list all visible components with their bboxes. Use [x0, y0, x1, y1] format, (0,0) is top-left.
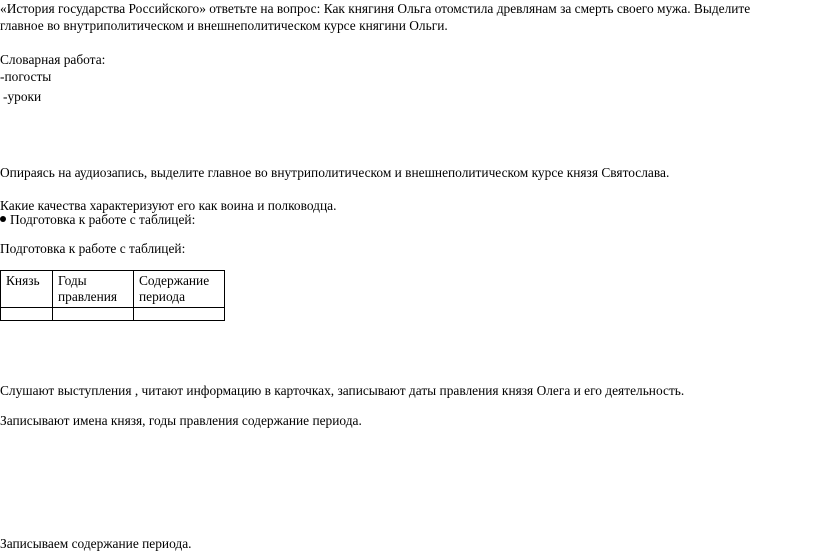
bullet-icon	[0, 216, 6, 222]
paragraph-listen: Слушают выступления , читают информацию в карточках, записывают даты правления князя Олега и его деятельность.	[0, 383, 685, 398]
paragraph-olga-line-2: главное во внутриполитическом и внешнеполитическом курсе княгини Ольги.	[0, 18, 448, 33]
paragraph-record-names: Записывают имена князя, годы правления содержание периода.	[0, 413, 362, 428]
table-header-row	[1, 271, 225, 308]
table-header-prince: Князь	[1, 271, 53, 308]
paragraph-olga-line-1: «История государства Российского» ответьте на вопрос: Как княгиня Ольга отомстила древлянам за смерть своего мужа. Выделите	[0, 1, 751, 16]
vocabulary-heading: Словарная работа:	[0, 52, 106, 67]
bullet-item-text: Подготовка к работе с таблицей:	[10, 212, 196, 227]
table-header-years: Годы правления	[53, 271, 134, 308]
table-header-content: Содержание периода	[134, 271, 225, 308]
vocabulary-item-uroki: -уроки	[3, 89, 42, 104]
paragraph-record-content: Записываем содержание периода.	[0, 536, 192, 551]
paragraph-qualities: Какие качества характеризуют его как воина и полководца.	[0, 198, 337, 213]
paragraph-svyatoslav: Опираясь на аудиозапись, выделите главное во внутриполитическом и внешнеполитическом курсе князя Святослава.	[0, 165, 670, 180]
table-cell-empty[interactable]	[53, 308, 134, 321]
paragraph-table-prep: Подготовка к работе с таблицей:	[0, 241, 186, 256]
princes-table	[0, 270, 225, 321]
table-cell-empty[interactable]	[1, 308, 53, 321]
table-row	[1, 308, 225, 321]
vocabulary-item-pogosty: -погосты	[0, 69, 52, 84]
bullet-list-item	[0, 211, 195, 228]
table-cell-empty[interactable]	[134, 308, 225, 321]
